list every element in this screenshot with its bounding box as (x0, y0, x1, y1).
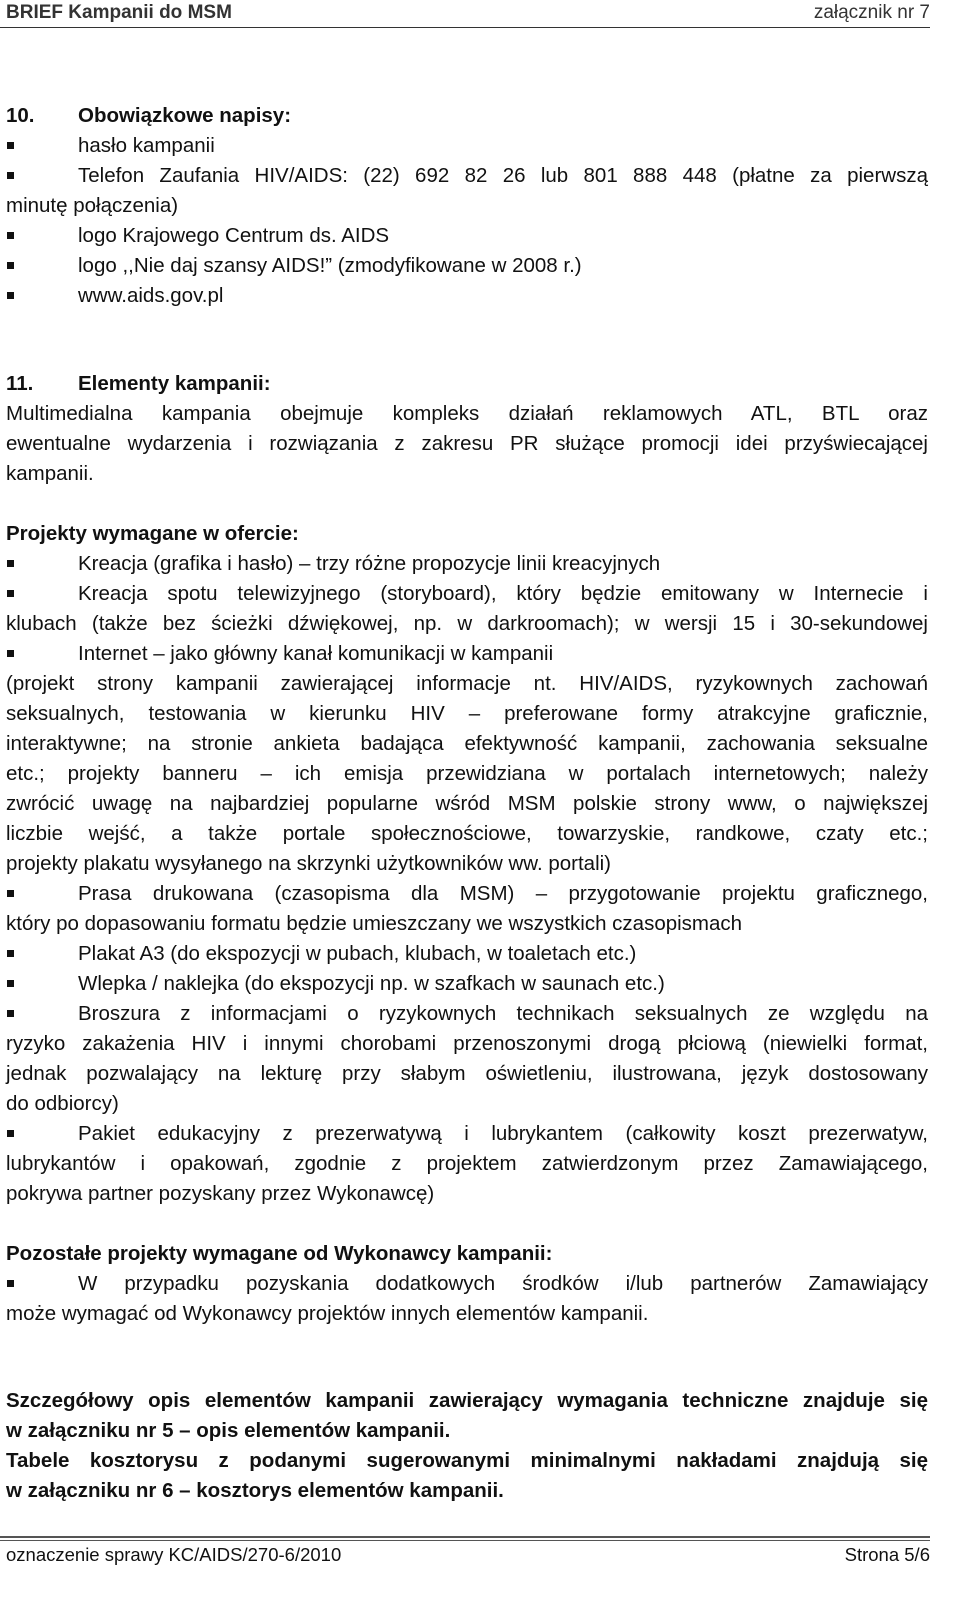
bullet-icon (7, 232, 14, 239)
paragraph-line: ewentualne wydarzenia i rozwiązania z zakresu PR służące promocji idei przyświecającej (6, 432, 928, 455)
bullet-icon (7, 560, 14, 567)
bullet-icon (7, 1010, 14, 1017)
bullet-icon (7, 590, 14, 597)
section-11-heading (6, 369, 928, 399)
list-item-continuation: minutę połączenia) (6, 194, 179, 217)
list-item-continuation: (projekt strony kampanii zawierającej informacje nt. HIV/AIDS, ryzykownych zachowań (6, 672, 928, 695)
list-item: Internet – jako główny kanał komunikacji w kampanii (78, 642, 554, 665)
page-number: Strona 5/6 (844, 1544, 930, 1565)
list-item-continuation: do odbiorcy) (6, 1092, 119, 1115)
bullet-icon (7, 950, 14, 957)
section-number: 11. (6, 372, 34, 395)
paragraph-line: Multimedialna kampania obejmuje kompleks działań reklamowych ATL, BTL oraz (6, 402, 928, 425)
bullet-icon (7, 172, 14, 179)
list-item-continuation: ryzyko zakażenia HIV i innymi chorobami przenoszonymi drogą płciową (niewielki format, (6, 1032, 928, 1055)
list-item: Kreacja spotu telewizyjnego (storyboard), który będzie emitowany w Internecie i (78, 582, 928, 605)
list-item-continuation: seksualnych, testowania w kierunku HIV – preferowane formy atrakcyjne graficznie, (6, 702, 928, 725)
list-item-continuation: zwrócić uwagę na najbardziej popularne wśród MSM polskie strony www, o największej (6, 792, 928, 815)
section-10-heading (6, 101, 928, 131)
list-item: Broszura z informacjami o ryzykownych technikach seksualnych ze względu na (78, 1002, 928, 1025)
footer-divider (0, 1540, 930, 1541)
list-item: W przypadku pozyskania dodatkowych środków i/lub partnerów Zamawiający (78, 1272, 928, 1295)
closing-line: Tabele kosztorysu z podanymi sugerowanymi minimalnymi nakładami znajdują się (6, 1449, 928, 1472)
bullet-icon (7, 262, 14, 269)
case-number: oznaczenie sprawy KC/AIDS/270-6/2010 (6, 1544, 342, 1565)
footer-divider (0, 1536, 930, 1538)
list-item: Telefon Zaufania HIV/AIDS: (22) 692 82 26 lub 801 888 448 (płatne za pierwszą (78, 164, 928, 187)
list-item: Prasa drukowana (czasopisma dla MSM) – przygotowanie projektu graficznego, (78, 882, 928, 905)
projects-heading: Projekty wymagane w ofercie: (6, 522, 299, 545)
list-item: Wlepka / naklejka (do ekspozycji np. w szafkach w saunach etc.) (78, 972, 665, 995)
section-title: Obowiązkowe napisy: (78, 104, 292, 127)
list-item-continuation: liczbie wejść, a także portale społecznościowe, towarzyskie, randkowe, czaty etc.; (6, 822, 928, 845)
bullet-icon (7, 1280, 14, 1287)
list-item-continuation: etc.; projekty banneru – ich emisja przewidziana w portalach internetowych; należy (6, 762, 928, 785)
list-item: hasło kampanii (78, 134, 215, 157)
list-item-continuation: klubach (także bez ścieżki dźwiękowej, np. w darkroomach); w wersji 15 i 30-sekundowej (6, 612, 928, 635)
list-item: logo ,,Nie daj szansy AIDS!” (zmodyfikowane w 2008 r.) (78, 254, 582, 277)
page-header (0, 0, 930, 28)
list-item-continuation: lubrykantów i opakowań, zgodnie z projektem zatwierdzonym przez Zamawiającego, (6, 1152, 928, 1175)
section-title: Elementy kampanii: (78, 372, 271, 395)
bullet-icon (7, 292, 14, 299)
list-item-continuation: który po dopasowaniu formatu będzie umieszczany we wszystkich czasopismach (6, 912, 743, 935)
list-item-continuation: pokrywa partner pozyskany przez Wykonawcę) (6, 1182, 435, 1205)
page-footer (0, 1536, 930, 1616)
bullet-icon (7, 142, 14, 149)
attachment-label: załącznik nr 7 (813, 2, 930, 23)
closing-line: w załączniku nr 6 – kosztorys elementów kampanii. (6, 1479, 504, 1502)
list-item-continuation: może wymagać od Wykonawcy projektów innych elementów kampanii. (6, 1302, 649, 1325)
bullet-icon (7, 1130, 14, 1137)
document-title: BRIEF Kampanii do MSM (6, 2, 232, 23)
list-item-continuation: jednak pozwalający na lekturę przy słabym oświetleniu, ilustrowana, język dostosowany (6, 1062, 928, 1085)
other-projects-heading: Pozostałe projekty wymagane od Wykonawcy kampanii: (6, 1242, 553, 1265)
paragraph-line: kampanii. (6, 462, 94, 485)
closing-line: Szczegółowy opis elementów kampanii zawierający wymagania techniczne znajduje się (6, 1389, 928, 1412)
list-item-continuation: interaktywne; na stronie ankieta badająca efektywność kampanii, zachowania seksualne (6, 732, 928, 755)
bullet-icon (7, 650, 14, 657)
list-item: Plakat A3 (do ekspozycji w pubach, klubach, w toaletach etc.) (78, 942, 637, 965)
closing-line: w załączniku nr 5 – opis elementów kampanii. (6, 1419, 451, 1442)
list-item-continuation: projekty plakatu wysyłanego na skrzynki użytkowników ww. portali) (6, 852, 612, 875)
section-number: 10. (6, 104, 35, 127)
list-item: www.aids.gov.pl (78, 284, 224, 307)
list-item: Kreacja (grafika i hasło) – trzy różne propozycje linii kreacyjnych (78, 552, 661, 575)
list-item: Pakiet edukacyjny z prezerwatywą i lubrykantem (całkowity koszt prezerwatyw, (78, 1122, 928, 1145)
list-item: logo Krajowego Centrum ds. AIDS (78, 224, 390, 247)
bullet-icon (7, 890, 14, 897)
bullet-icon (7, 980, 14, 987)
